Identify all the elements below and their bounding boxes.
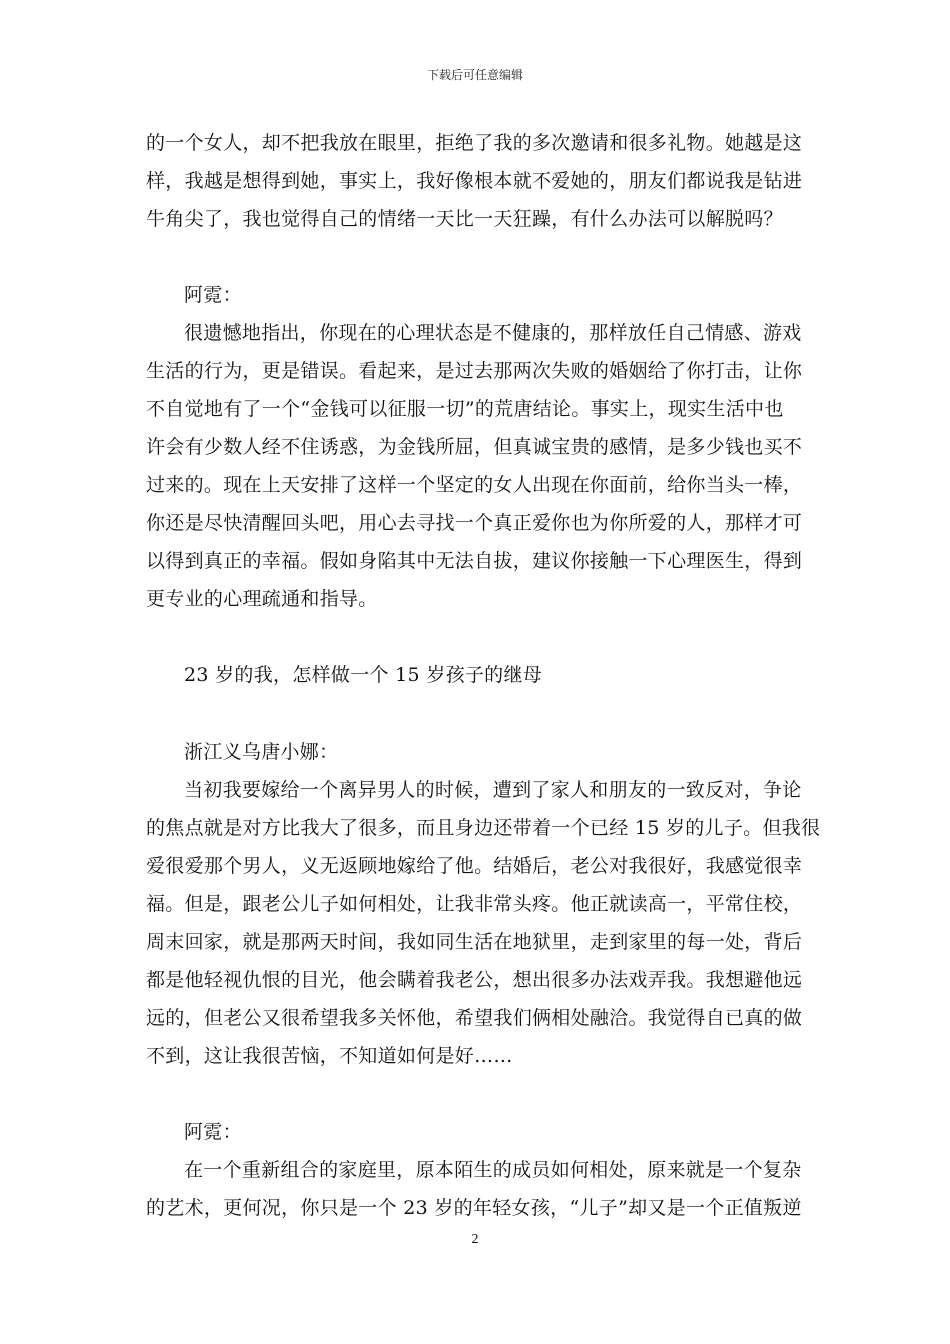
text-line: 的焦点就是对方比我大了很多，而且身边还带着一个已经 15 岁的儿子。但我很 [146, 817, 821, 839]
text-line: 许会有少数人经不住诱惑，为金钱所屈，但真诚宝贵的感情，是多少钱也买不 [146, 436, 803, 458]
text-line: 当初我要嫁给一个离异男人的时候，遭到了家人和朋友的一致反对，争论 [184, 779, 802, 801]
text-line: 福。但是，跟老公儿子如何相处，让我非常头疼。他正就读高一，平常住校， [146, 893, 803, 915]
text-line: 更专业的心理疏通和指导。 [146, 588, 378, 610]
text-line: 远的，但老公又很希望我多关怀他，希望我们俩相处融洽。我觉得自已真的做 [146, 1007, 803, 1029]
speaker-label: 阿霓： [184, 284, 242, 306]
text-line: 的艺术，更何况，你只是一个 23 岁的年轻女孩，“儿子”却又是一个正值叛逆 [146, 1197, 802, 1219]
text-line: 周末回家，就是那两天时间，我如同生活在地狱里，走到家里的每一处，背后 [146, 931, 803, 953]
text-line: 不到，这让我很苦恼，不知道如何是好…… [146, 1045, 513, 1067]
speaker-label: 浙江义乌唐小娜： [184, 741, 339, 763]
speaker-label: 阿霓： [184, 1121, 242, 1143]
text-line: 你还是尽快清醒回头吧，用心去寻找一个真正爱你也为你所爱的人，那样才可 [146, 512, 803, 534]
text-line: 的一个女人，却不把我放在眼里，拒绝了我的多次邀请和很多礼物。她越是这 [146, 132, 803, 154]
text-line: 生活的行为，更是错误。看起来，是过去那两次失败的婚姻给了你打击，让你 [146, 360, 803, 382]
text-line: 不自觉地有了一个“金钱可以征服一切”的荒唐结论。事实上，现实生活中也 [146, 398, 784, 420]
text-line: 很遗憾地指出，你现在的心理状态是不健康的，那样放任自己情感、游戏 [184, 322, 802, 344]
text-line: 样，我越是想得到她，事实上，我好像根本就不爱她的，朋友们都说我是钻进 [146, 170, 803, 192]
text-line: 牛角尖了，我也觉得自己的情绪一天比一天狂躁，有什么办法可以解脱吗？ [146, 208, 783, 230]
text-line: 都是他轻视仇恨的目光，他会瞒着我老公，想出很多办法戏弄我。我想避他远 [146, 969, 803, 991]
text-line: 过来的。现在上天安排了这样一个坚定的女人出现在你面前，给你当头一棒， [146, 474, 803, 496]
page-header: 下载后可任意编辑 [426, 68, 523, 82]
section-title: 23 岁的我，怎样做一个 15 岁孩子的继母 [184, 664, 543, 686]
page-number: 2 [471, 1232, 479, 1247]
text-line: 爱很爱那个男人，义无返顾地嫁给了他。结婚后，老公对我很好，我感觉很幸 [146, 855, 803, 877]
text-line: 以得到真正的幸福。假如身陷其中无法自拔，建议你接触一下心理医生，得到 [146, 550, 803, 572]
text-line: 在一个重新组合的家庭里，原本陌生的成员如何相处，原来就是一个复杂 [184, 1159, 802, 1181]
